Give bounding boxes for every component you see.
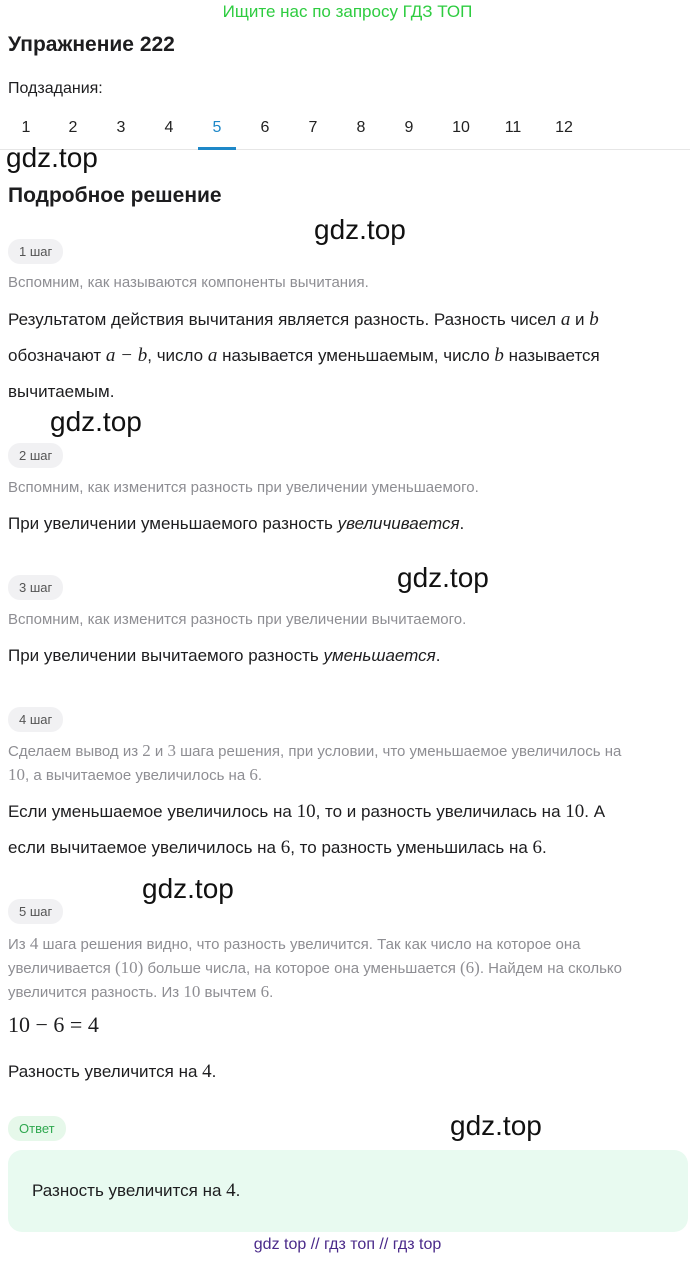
step-text: если вычитаемое увеличилось на 6, то разность уменьшилась на 6. [8,837,547,858]
step-result: Разность увеличится на 4. [8,1061,217,1082]
tab-7[interactable]: 7 [308,119,318,136]
step-hint: Из 4 шага решения видно, что разность увеличится. Так как число на которое она [8,934,581,953]
tab-4[interactable]: 4 [164,119,174,136]
equation: 10 − 6 = 4 [8,1012,99,1037]
step-text: обозначают a − b, число a называется уменьшаемым, число b называется [8,345,600,366]
answer-text: Разность увеличится на 4. [32,1180,241,1201]
answer-box [8,1150,688,1232]
step-hint: Сделаем вывод из 2 и 3 шага решения, при условии, что уменьшаемое увеличилось на [8,741,622,760]
watermark: gdz.top [450,1110,542,1141]
step-badge: 2 шаг [8,443,63,468]
step-text: Результатом действия вычитания является разность. Разность чисел a и b [8,309,599,330]
tab-5[interactable]: 5 [212,119,222,136]
step-hint: Вспомним, как называются компоненты вычитания. [8,274,369,291]
watermark: gdz.top [142,873,234,904]
step-hint: увеличится разность. Из 10 вычтем 6. [8,982,274,1001]
tab-12[interactable]: 12 [555,119,573,136]
step-text: вычитаемым. [8,382,115,401]
tab-11[interactable]: 11 [504,119,522,136]
active-tab-indicator [198,147,236,150]
step-hint: 10, а вычитаемое увеличилось на 6. [8,765,263,784]
footer-links[interactable]: gdz top // гдз топ // гдз top [253,1236,442,1253]
exercise-title: Упражнение 222 [8,33,175,56]
top-search-link[interactable]: Ищите нас по запросу ГДЗ ТОП [222,2,473,21]
tab-9[interactable]: 9 [404,119,414,136]
watermark: gdz.top [6,142,98,173]
step-text: При увеличении вычитаемого разность уменьшается. [8,646,441,665]
step-badge: 3 шаг [8,575,63,600]
watermark: gdz.top [397,562,489,593]
tab-3[interactable]: 3 [116,119,126,136]
subtask-tabs [0,110,690,150]
step-text: Если уменьшаемое увеличилось на 10, то и разность увеличилась на 10. А [8,801,606,822]
watermark: gdz.top [50,406,142,437]
step-badge: 5 шаг [8,899,63,924]
subtasks-label: Подзадания: [8,80,103,97]
step-hint: увеличивается (10) больше числа, на которое она уменьшается (6). Найдем на сколько [8,958,622,977]
watermark: gdz.top [314,214,406,245]
tab-6[interactable]: 6 [260,119,270,136]
answer-badge: Ответ [8,1116,66,1141]
step-hint: Вспомним, как изменится разность при увеличении вычитаемого. [8,611,467,628]
step-text: При увеличении уменьшаемого разность увеличивается. [8,514,465,533]
tab-1[interactable]: 1 [21,119,31,136]
step-badge: 4 шаг [8,707,63,732]
step-hint: Вспомним, как изменится разность при увеличении уменьшаемого. [8,479,479,496]
section-title: Подробное решение [8,184,222,207]
tab-8[interactable]: 8 [356,119,366,136]
tab-2[interactable]: 2 [68,119,78,136]
step-badge: 1 шаг [8,239,63,264]
tab-10[interactable]: 10 [452,119,470,136]
